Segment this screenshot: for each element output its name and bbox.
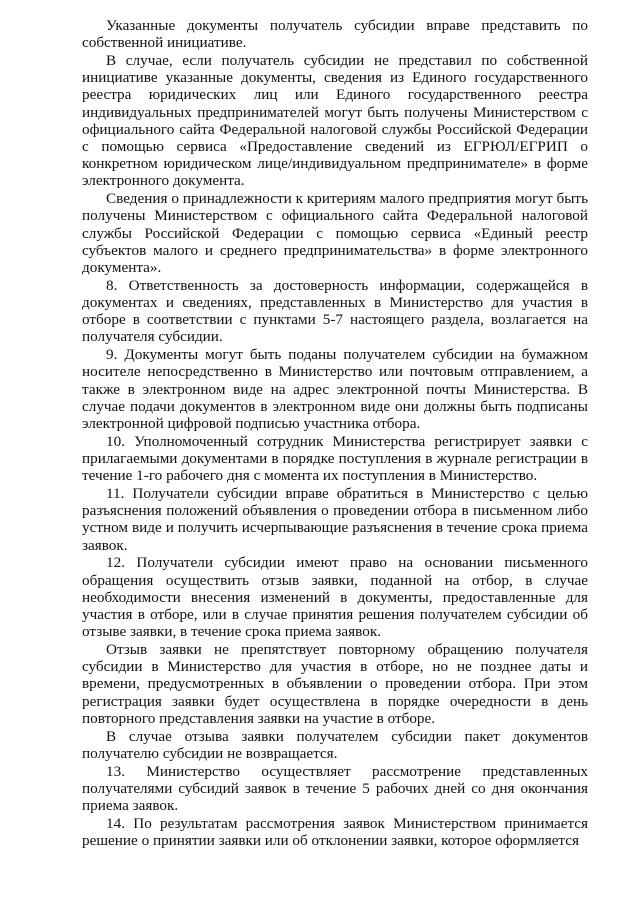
- paragraph-item-8-responsibility: 8. Ответственность за достоверность информации, содержащейся в документах и сведениях, представленных в Министерство для участия в отборе в соответствии с пунктами 5-7 настоящего раздела, возлагается на получателя субсидии.: [82, 276, 588, 346]
- paragraph-item-13-review: 13. Министерство осуществляет рассмотрение представленных получателями субсидий заявок в течение 5 рабочих дней со дня окончания приема заявок.: [82, 762, 588, 815]
- paragraph-item-12-withdrawal: 12. Получатели субсидии имеют право на основании письменного обращения осуществить отзыв заявки, поданной на отбор, в случае необходимости внесения изменений в документы, предоставленные для участия в отборе, или в случае принятия решения получателем субсидии об отзыве заявки, в течение срока приема заявок.: [82, 554, 588, 641]
- paragraph-item-10-registration: 10. Уполномоченный сотрудник Министерства регистрирует заявки с прилагаемыми документами в порядке поступления в журнале регистрации в течение 1-го рабочего дня с момента их поступления в Министерство.: [82, 432, 588, 485]
- paragraph-withdrawal-resubmission: Отзыв заявки не препятствует повторному обращению получателя субсидии в Министерство для участия в отборе, но не позднее даты и времени, предусмотренных в объявлении о проведении отбора. При этом регистрация заявки будет осуществлена в порядке очередности в день повторного представления заявки на участие в отборе.: [82, 641, 588, 727]
- paragraph-documents-not-returned: В случае отзыва заявки получателем субсидии пакет документов получателю субсидии не возвращается.: [82, 727, 588, 762]
- paragraph-item-14-decision: 14. По результатам рассмотрения заявок Министерством принимается решение о принятии заявки или об отклонении заявки, которое оформляется: [82, 814, 588, 850]
- document-page: [82, 17, 588, 850]
- paragraph-small-business-criteria: Сведения о принадлежности к критериям малого предприятия могут быть получены Министерством с официального сайта Федеральной налоговой службы Российской Федерации с помощью сервиса «Единый реестр субъектов малого и среднего предпринимательства» в форме электронного документа».: [82, 190, 588, 277]
- paragraph-item-9-submission: 9. Документы могут быть поданы получателем субсидии на бумажном носителе непосредственно в Министерство или почтовым отправлением, а также в электронном виде на адрес электронной почты Министерства. В случае подачи документов в электронном виде они должны быть подписаны электронной цифровой подписью участника отбора.: [82, 346, 588, 433]
- paragraph-egrul-egrip-info: В случае, если получатель субсидии не представил по собственной инициативе указанные документы, сведения из Единого государственного реестра юридических лиц или Единого государственного реестра индивидуальных предпринимателей могут быть получены Министерством с официального сайта Федеральной налоговой службы Российской Федерации с помощью сервиса «Предоставление сведений из ЕГРЮЛ/ЕГРИП о конкретном юридическом лице/индивидуальном предпринимателе» в форме электронного документа.: [82, 52, 588, 190]
- paragraph-item-11-clarification: 11. Получатели субсидии вправе обратиться в Министерство с целью разъяснения положений объявления о проведении отбора в письменном либо устном виде и получить исчерпывающие разъяснения в течение срока приема заявок.: [82, 485, 588, 554]
- paragraph-documents-own-initiative: Указанные документы получатель субсидии вправе представить по собственной инициативе.: [82, 17, 588, 52]
